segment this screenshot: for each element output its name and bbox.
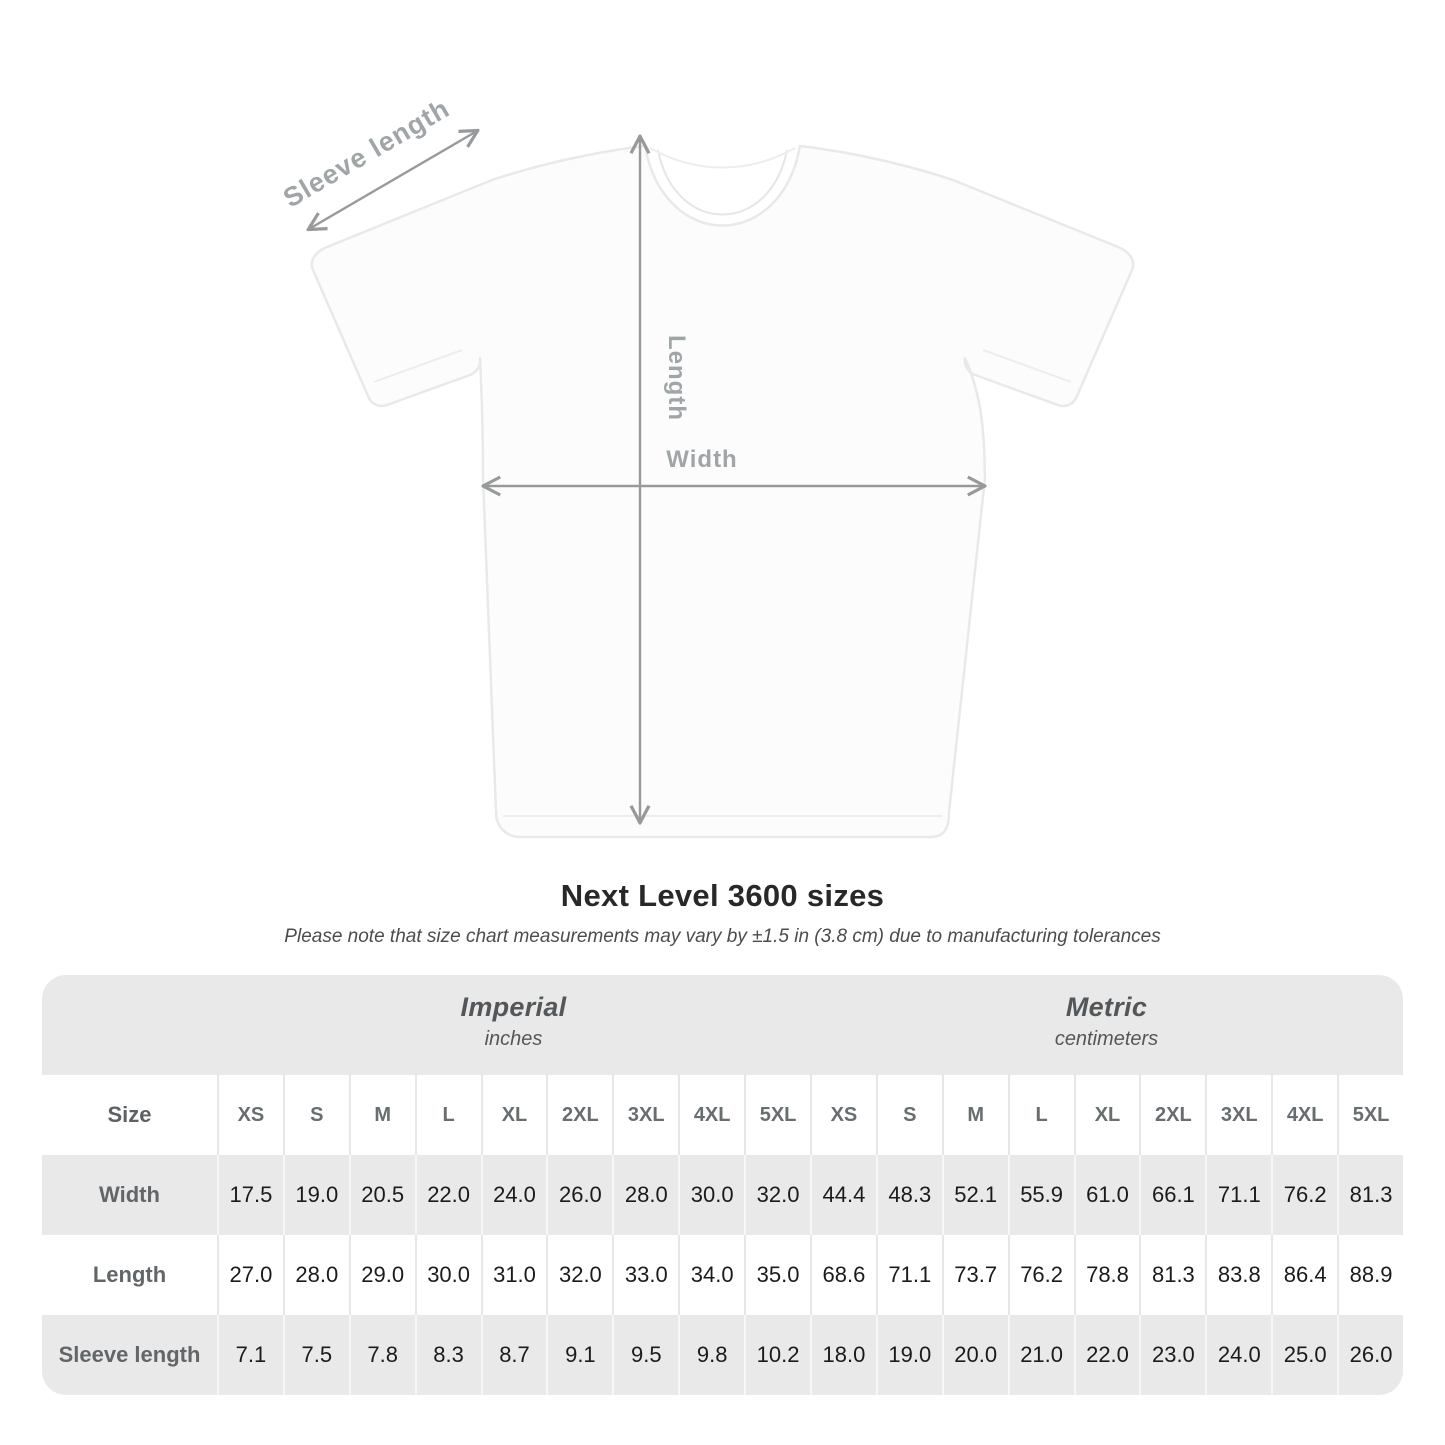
sleeve-length-label: Sleeve length (278, 93, 455, 214)
measurement-row-label: Sleeve length (58, 1342, 201, 1367)
measurement-value-cell: 20.0 (942, 1315, 1008, 1395)
size-header-cell: M (942, 1075, 1008, 1155)
measurement-value-cell: 71.1 (1205, 1155, 1271, 1235)
metric-unit-label: centimeters (1054, 1028, 1159, 1050)
size-header-cell: 4XL (1271, 1075, 1337, 1155)
measurement-value-cell: 17.5 (217, 1155, 283, 1235)
size-header-cell: 5XL (1337, 1075, 1403, 1155)
measurement-value-cell: 27.0 (217, 1235, 283, 1315)
measurement-value-cell: 30.0 (415, 1235, 481, 1315)
measurement-value-cell: 7.8 (349, 1315, 415, 1395)
measurement-value-cell: 88.9 (1337, 1235, 1403, 1315)
size-chart-table (42, 975, 1403, 1395)
unit-header-band (42, 975, 1403, 1075)
measurement-value-cell: 26.0 (546, 1155, 612, 1235)
measurement-value-cell: 86.4 (1271, 1235, 1337, 1315)
measurement-value-cell: 31.0 (481, 1235, 547, 1315)
size-header-cell: 4XL (678, 1075, 744, 1155)
metric-title: Metric (1065, 992, 1148, 1022)
size-header-cell: M (349, 1075, 415, 1155)
measurement-row-label: Width (99, 1182, 160, 1207)
measurement-value-cell: 52.1 (942, 1155, 1008, 1235)
measurement-value-cell: 33.0 (612, 1235, 678, 1315)
table-row (42, 1235, 1403, 1315)
measurement-value-cell: 9.1 (546, 1315, 612, 1395)
measurement-value-cell: 23.0 (1139, 1315, 1205, 1395)
measurement-value-cell: 81.3 (1337, 1155, 1403, 1235)
measurement-value-cell: 7.5 (283, 1315, 349, 1395)
measurement-value-cell: 25.0 (1271, 1315, 1337, 1395)
measurement-value-cell: 22.0 (1074, 1315, 1140, 1395)
size-header-cell: L (1008, 1075, 1074, 1155)
table-row (42, 1315, 1403, 1395)
measurement-value-cell: 10.2 (744, 1315, 810, 1395)
measurement-value-cell: 81.3 (1139, 1235, 1205, 1315)
measurement-value-cell: 19.0 (876, 1315, 942, 1395)
length-label: Length (663, 335, 690, 421)
measurement-value-cell: 29.0 (349, 1235, 415, 1315)
measurement-value-cell: 48.3 (876, 1155, 942, 1235)
table-row (42, 1155, 1403, 1235)
measurement-value-cell: 8.7 (481, 1315, 547, 1395)
measurement-value-cell: 78.8 (1074, 1235, 1140, 1315)
size-header-cell: S (876, 1075, 942, 1155)
size-header-cell: 2XL (546, 1075, 612, 1155)
measurement-value-cell: 68.6 (810, 1235, 876, 1315)
measurement-value-cell: 24.0 (1205, 1315, 1271, 1395)
size-header-cell: XS (810, 1075, 876, 1155)
size-header-cell: S (283, 1075, 349, 1155)
measurement-value-cell: 76.2 (1008, 1235, 1074, 1315)
size-header-cell: L (415, 1075, 481, 1155)
measurement-value-cell: 34.0 (678, 1235, 744, 1315)
measurement-value-cell: 19.0 (283, 1155, 349, 1235)
measurement-value-cell: 24.0 (481, 1155, 547, 1235)
measurement-value-cell: 32.0 (546, 1235, 612, 1315)
band-spacer (42, 975, 217, 1075)
measurement-value-cell: 9.8 (678, 1315, 744, 1395)
tolerance-note: Please note that size chart measurements may vary by ±1.5 in (3.8 cm) due to manufacturing tolerances (284, 926, 1161, 947)
size-header-cell: 3XL (612, 1075, 678, 1155)
measurement-value-cell: 61.0 (1074, 1155, 1140, 1235)
measurement-value-cell: 71.1 (876, 1235, 942, 1315)
measurement-value-cell: 22.0 (415, 1155, 481, 1235)
size-header-cell: XL (1074, 1075, 1140, 1155)
measurement-value-cell: 8.3 (415, 1315, 481, 1395)
size-column-label: Size (107, 1102, 152, 1127)
unit-group-imperial (217, 975, 810, 1075)
imperial-title: Imperial (460, 992, 567, 1022)
measurement-value-cell: 28.0 (283, 1235, 349, 1315)
measurement-row-label: Length (92, 1262, 167, 1287)
table-row (42, 1075, 1403, 1155)
measurement-value-cell: 28.0 (612, 1155, 678, 1235)
measurement-value-cell: 73.7 (942, 1235, 1008, 1315)
measurement-value-cell: 44.4 (810, 1155, 876, 1235)
measurement-value-cell: 83.8 (1205, 1235, 1271, 1315)
size-header-cell: 5XL (744, 1075, 810, 1155)
measurement-value-cell: 35.0 (744, 1235, 810, 1315)
size-header-cell: XS (217, 1075, 283, 1155)
measurement-value-cell: 55.9 (1008, 1155, 1074, 1235)
size-header-cell: 2XL (1139, 1075, 1205, 1155)
measurement-value-cell: 66.1 (1139, 1155, 1205, 1235)
measurement-value-cell: 30.0 (678, 1155, 744, 1235)
table-body (42, 1075, 1403, 1395)
page-title: Next Level 3600 sizes (560, 878, 885, 913)
measurement-value-cell: 18.0 (810, 1315, 876, 1395)
measurement-value-cell: 32.0 (744, 1155, 810, 1235)
imperial-unit-label: inches (484, 1028, 543, 1050)
measurement-value-cell: 21.0 (1008, 1315, 1074, 1395)
unit-group-metric (810, 975, 1403, 1075)
measurement-value-cell: 9.5 (612, 1315, 678, 1395)
width-label: Width (666, 446, 738, 473)
tshirt-image (312, 146, 1133, 837)
measurement-value-cell: 26.0 (1337, 1315, 1403, 1395)
measurement-value-cell: 76.2 (1271, 1155, 1337, 1235)
measurement-value-cell: 7.1 (217, 1315, 283, 1395)
size-header-cell: XL (481, 1075, 547, 1155)
measurement-value-cell: 20.5 (349, 1155, 415, 1235)
size-header-cell: 3XL (1205, 1075, 1271, 1155)
